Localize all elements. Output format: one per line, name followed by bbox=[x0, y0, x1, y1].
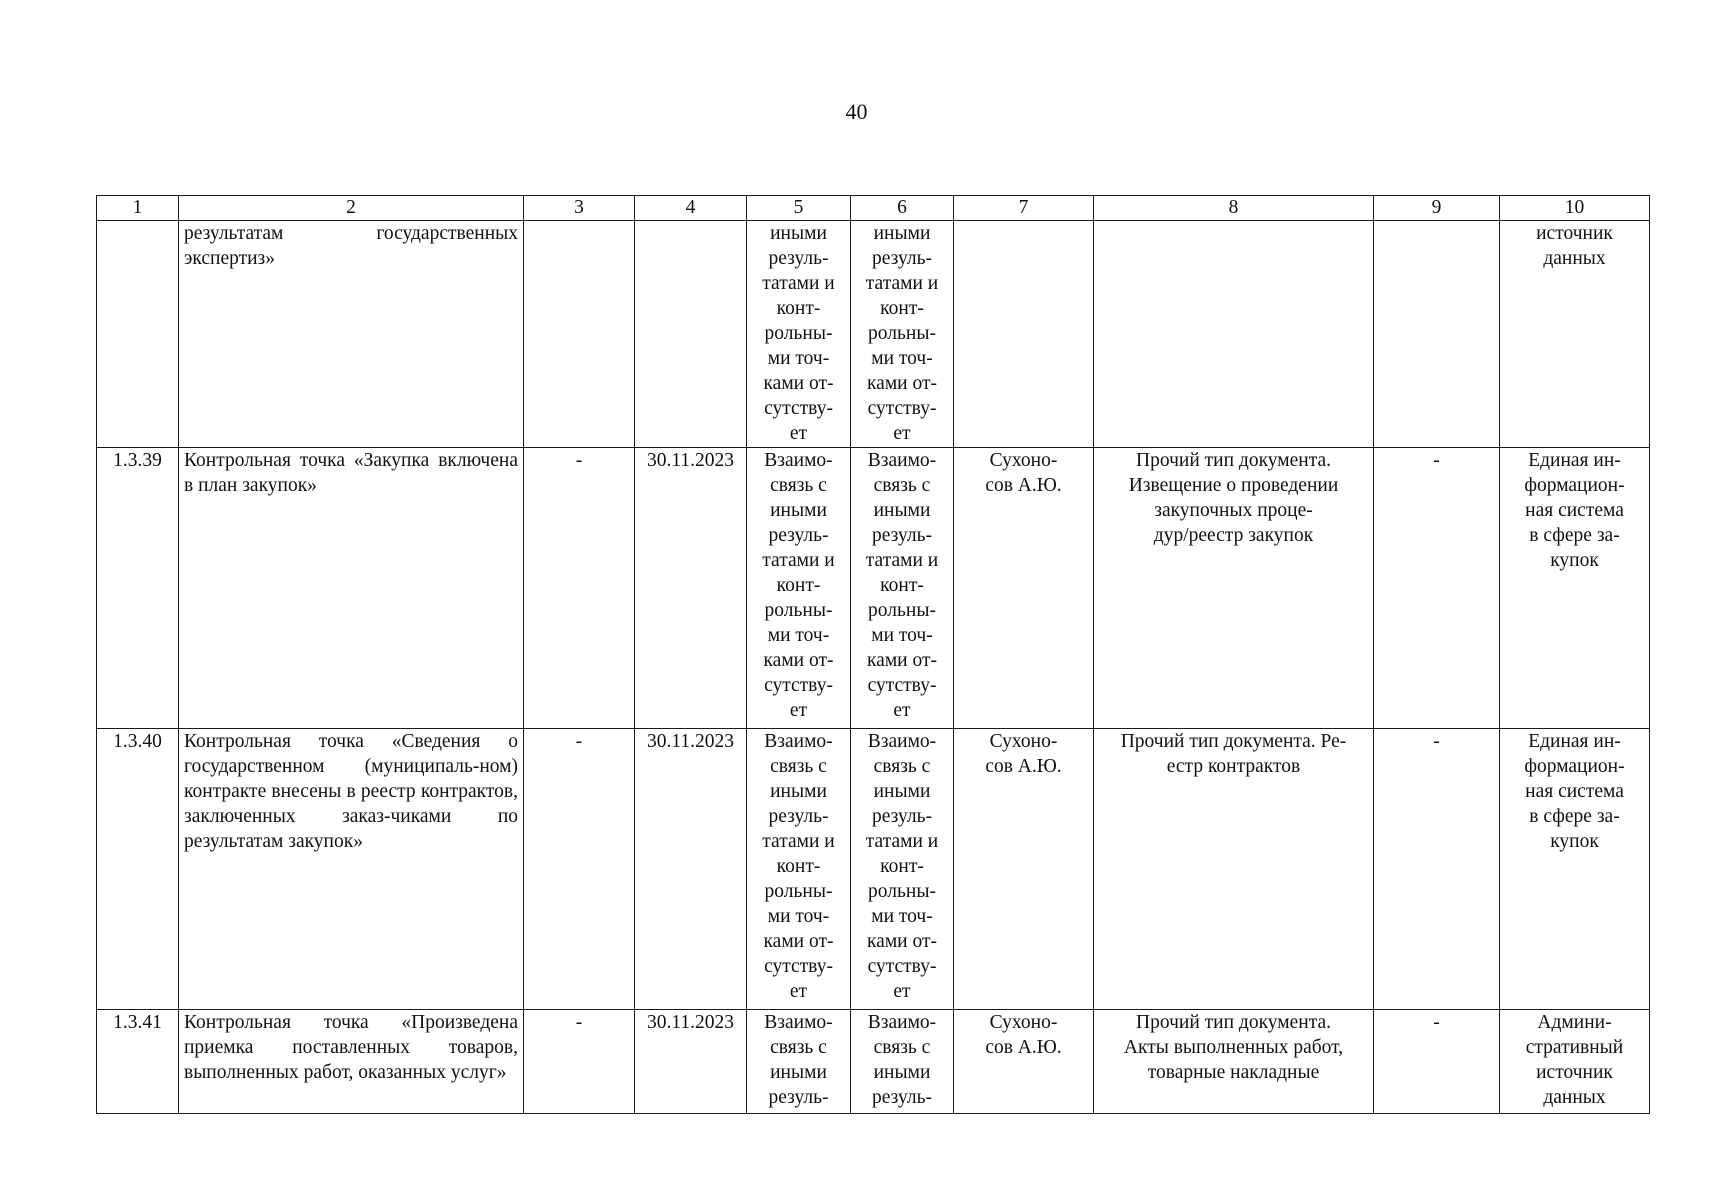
row-relation-6: иными резуль- татами и конт- рольны- ми точ- ками от- сутству- ет bbox=[851, 221, 954, 448]
column-header: 3 bbox=[524, 196, 635, 221]
row-data-source: Единая ин- формацион- ная система в сфере за- купок bbox=[1500, 448, 1650, 729]
column-header: 1 bbox=[97, 196, 179, 221]
row-relation-5: Взаимо- связь с иными резуль- татами и конт- рольны- ми точ- ками от- сутству- ет bbox=[747, 448, 851, 729]
row-relation-5: иными резуль- татами и конт- рольны- ми точ- ками от- сутству- ет bbox=[747, 221, 851, 448]
row-relation-5: Взаимо- связь с иными резуль- bbox=[747, 1010, 851, 1114]
column-header: 5 bbox=[747, 196, 851, 221]
table-row bbox=[97, 448, 1650, 729]
row-col9: - bbox=[1374, 448, 1500, 729]
row-number: 1.3.41 bbox=[97, 1010, 179, 1114]
row-responsible: Сухоно- сов А.Ю. bbox=[954, 729, 1094, 1010]
row-data-source: Единая ин- формацион- ная система в сфере за- купок bbox=[1500, 729, 1650, 1010]
page-number: 40 bbox=[845, 99, 868, 124]
row-document-type: Прочий тип документа. Извещение о проведении закупочных проце- дур/реестр закупок bbox=[1094, 448, 1374, 729]
row-relation-6: Взаимо- связь с иными резуль- bbox=[851, 1010, 954, 1114]
row-col9: - bbox=[1374, 1010, 1500, 1114]
column-header: 2 bbox=[179, 196, 524, 221]
control-points-table bbox=[96, 195, 1650, 1114]
row-number: 1.3.39 bbox=[97, 448, 179, 729]
row-name: результатам государственных экспертиз» bbox=[179, 221, 524, 448]
column-header: 7 bbox=[954, 196, 1094, 221]
row-document-type: Прочий тип документа. Ре- естр контрактов bbox=[1094, 729, 1374, 1010]
row-number bbox=[97, 221, 179, 448]
column-header: 4 bbox=[635, 196, 747, 221]
row-responsible: Сухоно- сов А.Ю. bbox=[954, 448, 1094, 729]
column-header: 6 bbox=[851, 196, 954, 221]
row-col9: - bbox=[1374, 729, 1500, 1010]
column-header: 9 bbox=[1374, 196, 1500, 221]
row-col3: - bbox=[524, 448, 635, 729]
row-col3 bbox=[524, 221, 635, 448]
row-date: 30.11.2023 bbox=[635, 729, 747, 1010]
row-relation-5: Взаимо- связь с иными резуль- татами и конт- рольны- ми точ- ками от- сутству- ет bbox=[747, 729, 851, 1010]
row-relation-6: Взаимо- связь с иными резуль- татами и конт- рольны- ми точ- ками от- сутству- ет bbox=[851, 448, 954, 729]
column-header: 8 bbox=[1094, 196, 1374, 221]
row-date: 30.11.2023 bbox=[635, 1010, 747, 1114]
row-col3: - bbox=[524, 1010, 635, 1114]
row-number: 1.3.40 bbox=[97, 729, 179, 1010]
row-col9 bbox=[1374, 221, 1500, 448]
row-data-source: источник данных bbox=[1500, 221, 1650, 448]
row-name: Контрольная точка «Произведена приемка поставленных товаров, выполненных работ, оказанных услуг» bbox=[179, 1010, 524, 1114]
row-date bbox=[635, 221, 747, 448]
table-row bbox=[97, 729, 1650, 1010]
row-date: 30.11.2023 bbox=[635, 448, 747, 729]
table-row bbox=[97, 221, 1650, 448]
row-data-source: Админи- стративный источник данных bbox=[1500, 1010, 1650, 1114]
row-responsible: Сухоно- сов А.Ю. bbox=[954, 1010, 1094, 1114]
row-document-type: Прочий тип документа. Акты выполненных работ, товарные накладные bbox=[1094, 1010, 1374, 1114]
row-document-type bbox=[1094, 221, 1374, 448]
row-col3: - bbox=[524, 729, 635, 1010]
row-name: Контрольная точка «Сведения о государственном (муниципаль-ном) контракте внесены в реестр контрактов, заключенных заказ-чиками по результатам закупок» bbox=[179, 729, 524, 1010]
row-name: Контрольная точка «Закупка включена в план закупок» bbox=[179, 448, 524, 729]
row-responsible bbox=[954, 221, 1094, 448]
row-relation-6: Взаимо- связь с иными резуль- татами и конт- рольны- ми точ- ками от- сутству- ет bbox=[851, 729, 954, 1010]
column-header: 10 bbox=[1500, 196, 1650, 221]
table-row bbox=[97, 1010, 1650, 1114]
column-number-row bbox=[97, 196, 1650, 221]
